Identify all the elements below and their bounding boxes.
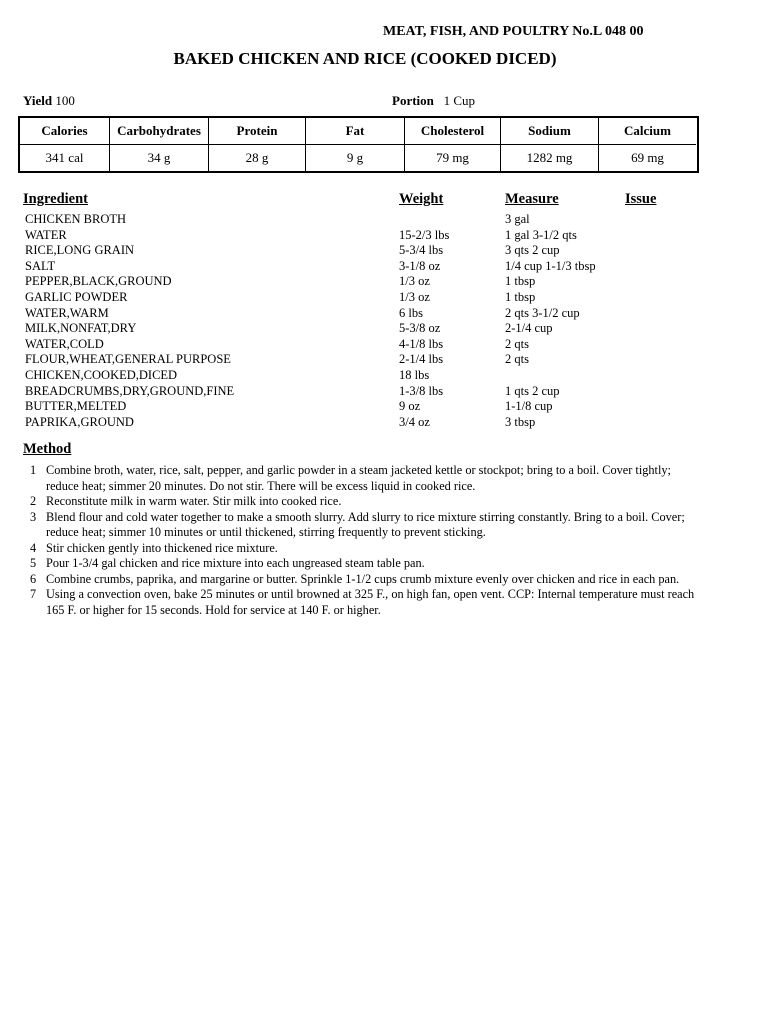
nutrition-header-sodium: Sodium [501, 118, 599, 145]
ingredient-weight: 18 lbs [399, 367, 430, 382]
nutrition-value-cholesterol: 79 mg [405, 145, 501, 171]
ingredient-row [25, 415, 725, 431]
ingredient-row [25, 368, 725, 384]
step-number: 2 [30, 494, 37, 508]
ingredient-name: BREADCRUMBS,DRY,GROUND,FINE [25, 383, 235, 398]
step-text: Using a convection oven, bake 25 minutes or until browned at 325 F., on high fan, open vent. CCP: Internal temperature must reach 165 F. or higher for 15 seconds. Hold for service at 140 F. or higher. [46, 587, 695, 617]
step-number: 7 [30, 587, 37, 601]
yield-value: 100 [55, 93, 75, 108]
portion-value: 1 Cup [443, 93, 476, 108]
method-heading: Method [23, 441, 72, 457]
ingredient-column-header: Ingredient [23, 191, 88, 207]
nutrition-table [18, 116, 699, 173]
ingredient-name: GARLIC POWDER [25, 289, 128, 304]
ingredient-measure: 2 qts 3-1/2 cup [505, 305, 580, 320]
ingredient-weight: 15-2/3 lbs [399, 227, 450, 242]
nutrition-header-cholesterol: Cholesterol [405, 118, 501, 145]
ingredient-name: SALT [25, 258, 56, 273]
method-step [26, 463, 706, 494]
ingredient-row [25, 352, 725, 368]
yield-info [23, 93, 75, 109]
yield-label: Yield [23, 93, 53, 108]
step-number: 3 [30, 509, 37, 524]
step-text: Stir chicken gently into thickened rice mixture. [46, 540, 278, 555]
recipe-category: MEAT, FISH, AND POULTRY No.L 048 00 [383, 24, 644, 39]
nutrition-header-protein: Protein [209, 118, 306, 145]
step-number: 5 [30, 556, 37, 570]
ingredient-name: RICE,LONG GRAIN [25, 243, 135, 258]
nutrition-header-calories: Calories [20, 118, 110, 145]
ingredient-row [25, 290, 725, 306]
step-text: Blend flour and cold water together to make a smooth slurry. Add slurry to rice mixture stirring constantly. Bring to a boil. Cover; reduce heat; simmer 10 minutes or until thickened, stirring frequently to prevent sticking. [46, 509, 685, 539]
ingredient-measure: 1 tbsp [505, 274, 536, 289]
ingredient-name: CHICKEN,COOKED,DICED [25, 367, 178, 382]
nutrition-value-protein: 28 g [209, 145, 306, 171]
ingredient-weight: 5-3/4 lbs [399, 243, 444, 258]
ingredient-name: WATER,COLD [25, 336, 104, 351]
ingredient-weight: 1/3 oz [399, 289, 430, 304]
nutrition-value-fat: 9 g [306, 145, 405, 171]
ingredient-measure: 2-1/4 cup [505, 321, 553, 336]
ingredient-measure: 3 tbsp [505, 414, 536, 429]
nutrition-value-carbohydrates: 34 g [110, 145, 209, 171]
step-text: Reconstitute milk in warm water. Stir milk into cooked rice. [46, 494, 342, 508]
ingredient-measure: 2 qts [505, 352, 529, 367]
nutrition-value-calories: 341 cal [20, 145, 110, 171]
ingredient-name: MILK,NONFAT,DRY [25, 321, 137, 336]
method-step [26, 587, 706, 618]
ingredient-row [25, 321, 725, 337]
ingredient-name: PEPPER,BLACK,GROUND [25, 274, 172, 289]
ingredient-row [25, 337, 725, 353]
ingredient-measure: 1-1/8 cup [505, 399, 553, 414]
ingredient-row [25, 274, 725, 290]
ingredient-measure: 2 qts [505, 336, 529, 351]
ingredient-row [25, 384, 725, 400]
ingredient-weight: 3/4 oz [399, 414, 430, 429]
weight-column-header: Weight [399, 191, 444, 207]
ingredient-row [25, 399, 725, 415]
portion-label: Portion [392, 93, 434, 108]
ingredient-weight: 1/3 oz [399, 274, 430, 289]
step-number: 6 [30, 571, 37, 586]
method-step [26, 510, 706, 541]
step-number: 4 [30, 540, 37, 555]
ingredient-name: WATER [25, 227, 67, 242]
issue-column-header: Issue [625, 191, 657, 207]
ingredient-weight: 6 lbs [399, 305, 423, 320]
method-step [26, 556, 706, 572]
method-list [26, 463, 706, 618]
ingredient-row [25, 228, 725, 244]
ingredient-measure: 3 qts 2 cup [505, 243, 560, 258]
step-text: Pour 1-3/4 gal chicken and rice mixture into each ungreased steam table pan. [46, 556, 425, 570]
ingredient-name: FLOUR,WHEAT,GENERAL PURPOSE [25, 352, 231, 367]
ingredient-name: WATER,WARM [25, 305, 109, 320]
ingredient-measure: 1 tbsp [505, 289, 536, 304]
ingredient-measure: 1/4 cup 1-1/3 tbsp [505, 258, 596, 273]
nutrition-value-calcium: 69 mg [631, 150, 664, 165]
nutrition-header-carbohydrates: Carbohydrates [110, 118, 209, 145]
ingredient-row [25, 306, 725, 322]
recipe-title: BAKED CHICKEN AND RICE (COOKED DICED) [173, 49, 557, 68]
nutrition-header-fat: Fat [306, 118, 405, 145]
ingredient-weight: 9 oz [399, 399, 421, 414]
method-step [26, 494, 706, 510]
ingredient-name: BUTTER,MELTED [25, 399, 127, 414]
nutrition-value-sodium: 1282 mg [501, 145, 599, 171]
ingredient-weight: 4-1/8 lbs [399, 336, 444, 351]
ingredient-measure: 1 gal 3-1/2 qts [505, 227, 577, 242]
ingredient-name: PAPRIKA,GROUND [25, 414, 134, 429]
ingredient-row [25, 212, 725, 228]
ingredient-row [25, 243, 725, 259]
nutrition-header-calcium: Calcium [599, 118, 696, 145]
method-step [26, 541, 706, 557]
step-text: Combine crumbs, paprika, and margarine or butter. Sprinkle 1-1/2 cups crumb mixture evenly over chicken and rice in each pan. [46, 571, 680, 586]
step-number: 1 [30, 463, 37, 477]
ingredient-row [25, 259, 725, 275]
measure-column-header: Measure [505, 191, 559, 207]
ingredient-measure: 3 gal [505, 212, 530, 226]
ingredient-weight: 2-1/4 lbs [399, 352, 444, 367]
ingredient-name: CHICKEN BROTH [25, 212, 127, 226]
ingredient-weight: 1-3/8 lbs [399, 383, 444, 398]
step-text: Combine broth, water, rice, salt, pepper, and garlic powder in a steam jacketed kettle or stockpot; bring to a boil. Cover tightly; reduce heat; simmer 20 minutes. Do not stir. There will be excess liquid in cooked rice. [46, 463, 671, 493]
portion-info [392, 93, 475, 109]
ingredient-measure: 1 qts 2 cup [505, 383, 560, 398]
ingredient-list [25, 212, 725, 430]
ingredient-weight: 5-3/8 oz [399, 321, 441, 336]
ingredient-weight: 3-1/8 oz [399, 258, 441, 273]
method-step [26, 572, 706, 588]
